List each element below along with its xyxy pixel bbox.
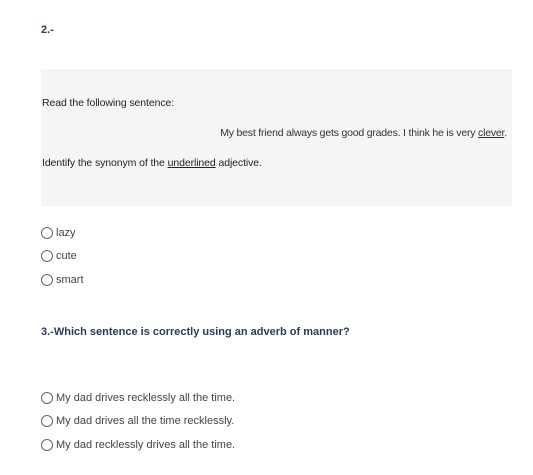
option-drives-recklessly-all-the-time[interactable] — [41, 386, 235, 410]
option-smart[interactable] — [41, 268, 84, 292]
task-text: Identify the synonym of the — [42, 157, 168, 169]
radio-button[interactable] — [41, 415, 53, 427]
option-label: My dad recklessly drives all the time. — [56, 438, 236, 451]
question-2-prompt-box — [41, 69, 512, 206]
option-label: lazy — [56, 226, 76, 239]
question-2-instruction: Read the following sentence: — [42, 97, 175, 109]
option-drives-all-the-time-recklessly[interactable] — [41, 410, 235, 434]
radio-button[interactable] — [41, 250, 53, 262]
question-2-number: 2.- — [41, 24, 54, 36]
task-underlined-word: underlined — [167, 157, 216, 169]
radio-button[interactable] — [41, 274, 53, 286]
radio-button[interactable] — [41, 439, 53, 451]
question-2-options — [41, 221, 84, 292]
option-label: smart — [56, 273, 84, 286]
question-3-options — [41, 386, 235, 457]
option-recklessly-drives-all-the-time[interactable] — [41, 433, 235, 457]
underlined-word: clever — [478, 127, 505, 139]
task-end: adjective. — [215, 157, 262, 169]
option-label: My dad drives recklessly all the time. — [56, 391, 236, 404]
radio-button[interactable] — [41, 392, 53, 404]
sentence-text: My best friend always gets good grades. I think he is very — [220, 127, 479, 139]
option-label: My dad drives all the time recklessly. — [56, 415, 235, 428]
question-3-text: 3.-Which sentence is correctly using an adverb of manner? — [41, 326, 350, 338]
sentence-end: . — [504, 127, 507, 139]
option-lazy[interactable] — [41, 221, 84, 245]
option-cute[interactable] — [41, 245, 84, 269]
option-label: cute — [56, 250, 77, 263]
question-2-sentence — [220, 127, 507, 139]
radio-button[interactable] — [41, 227, 53, 239]
question-2-task — [42, 157, 262, 169]
